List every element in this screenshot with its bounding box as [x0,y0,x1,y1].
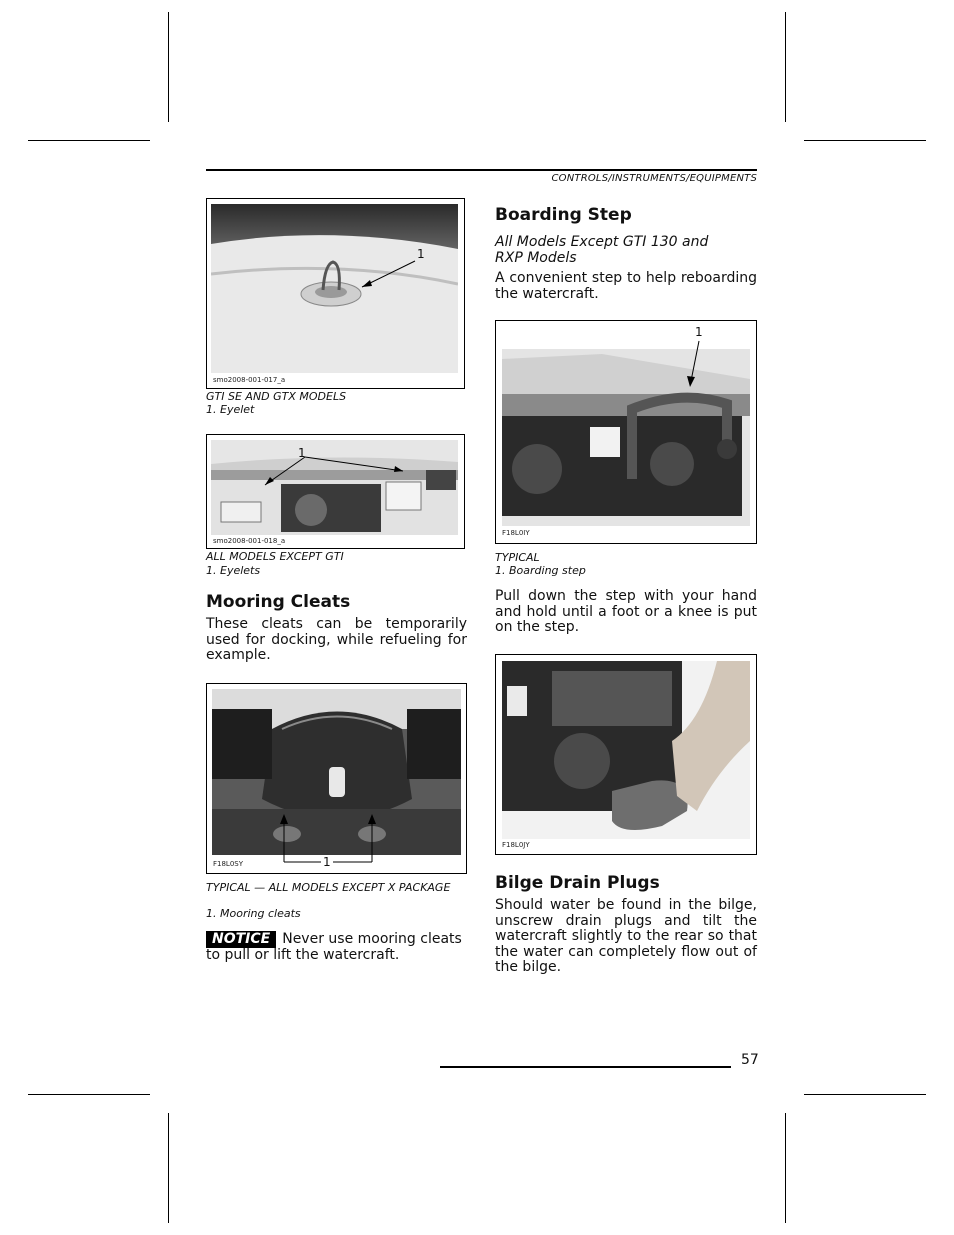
figure-code: F18L0IY [502,529,530,537]
figure-boarding-step-hand [495,654,757,855]
photo-boarding-step-hand [502,661,750,839]
paragraph-bilge-drain-plugs: Should water be found in the bilge, unscrew drain plugs and tilt the watercraft slightly to the rear so that the water can completely flow out of the bilge. [495,897,757,975]
crop-mark [28,140,150,141]
paragraph-boarding-step: A convenient step to help reboarding the watercraft. [495,270,757,302]
figure-caption: TYPICAL [495,551,540,564]
notice-badge: NOTICE [206,931,276,948]
figure-boarding-step [495,320,757,544]
figure-eyelets-except-gti [206,434,465,549]
crop-mark [804,140,926,141]
callout-number: 1 [695,325,703,339]
figure-mooring-cleats [206,683,467,874]
callout-number: 1 [323,855,331,869]
section-subtitle-models: All Models Except GTI 130 and RXP Models [495,234,709,266]
figure-caption: ALL MODELS EXCEPT GTI [206,550,344,563]
paragraph-mooring-cleats: These cleats can be temporarily used for docking, while refueling for example. [206,616,467,663]
figure-eyelet-gti-se [206,198,465,389]
paragraph-boarding-step-usage: Pull down the step with your hand and hold until a foot or a knee is put on the step. [495,588,757,635]
notice-text: Never use mooring cleats to pull or lift the watercraft. [206,931,462,963]
crop-mark [168,12,169,122]
callout-number: 1 [298,446,306,460]
figure-legend-item: 1. Eyelets [206,564,261,577]
figure-code: F18L0SY [213,860,244,868]
header-rule [206,169,757,171]
section-header: CONTROLS/INSTRUMENTS/EQUIPMENTS [551,173,757,184]
figure-caption: TYPICAL — ALL MODELS EXCEPT X PACKAGE [206,881,451,894]
crop-mark [28,1094,150,1095]
crop-mark [804,1094,926,1095]
crop-mark [785,1113,786,1223]
figure-code: smo2008-001-018_a [213,537,286,545]
section-title-boarding-step: Boarding Step [495,205,632,225]
figure-code: F18L0JY [502,841,530,849]
figure-legend-item: 1. Boarding step [495,564,586,577]
callout-number: 1 [417,247,425,261]
crop-mark [168,1113,169,1223]
page-number: 57 [741,1052,759,1068]
crop-mark [785,12,786,122]
figure-caption: GTI SE AND GTX MODELS [206,390,347,403]
figure-legend-item: 1. Eyelet [206,403,255,416]
footer-rule [440,1066,731,1068]
figure-code: smo2008-001-017_a [213,376,286,384]
notice-block [206,931,468,964]
section-title-mooring-cleats: Mooring Cleats [206,592,351,612]
section-title-bilge-drain-plugs: Bilge Drain Plugs [495,873,660,893]
figure-legend-item: 1. Mooring cleats [206,907,301,920]
